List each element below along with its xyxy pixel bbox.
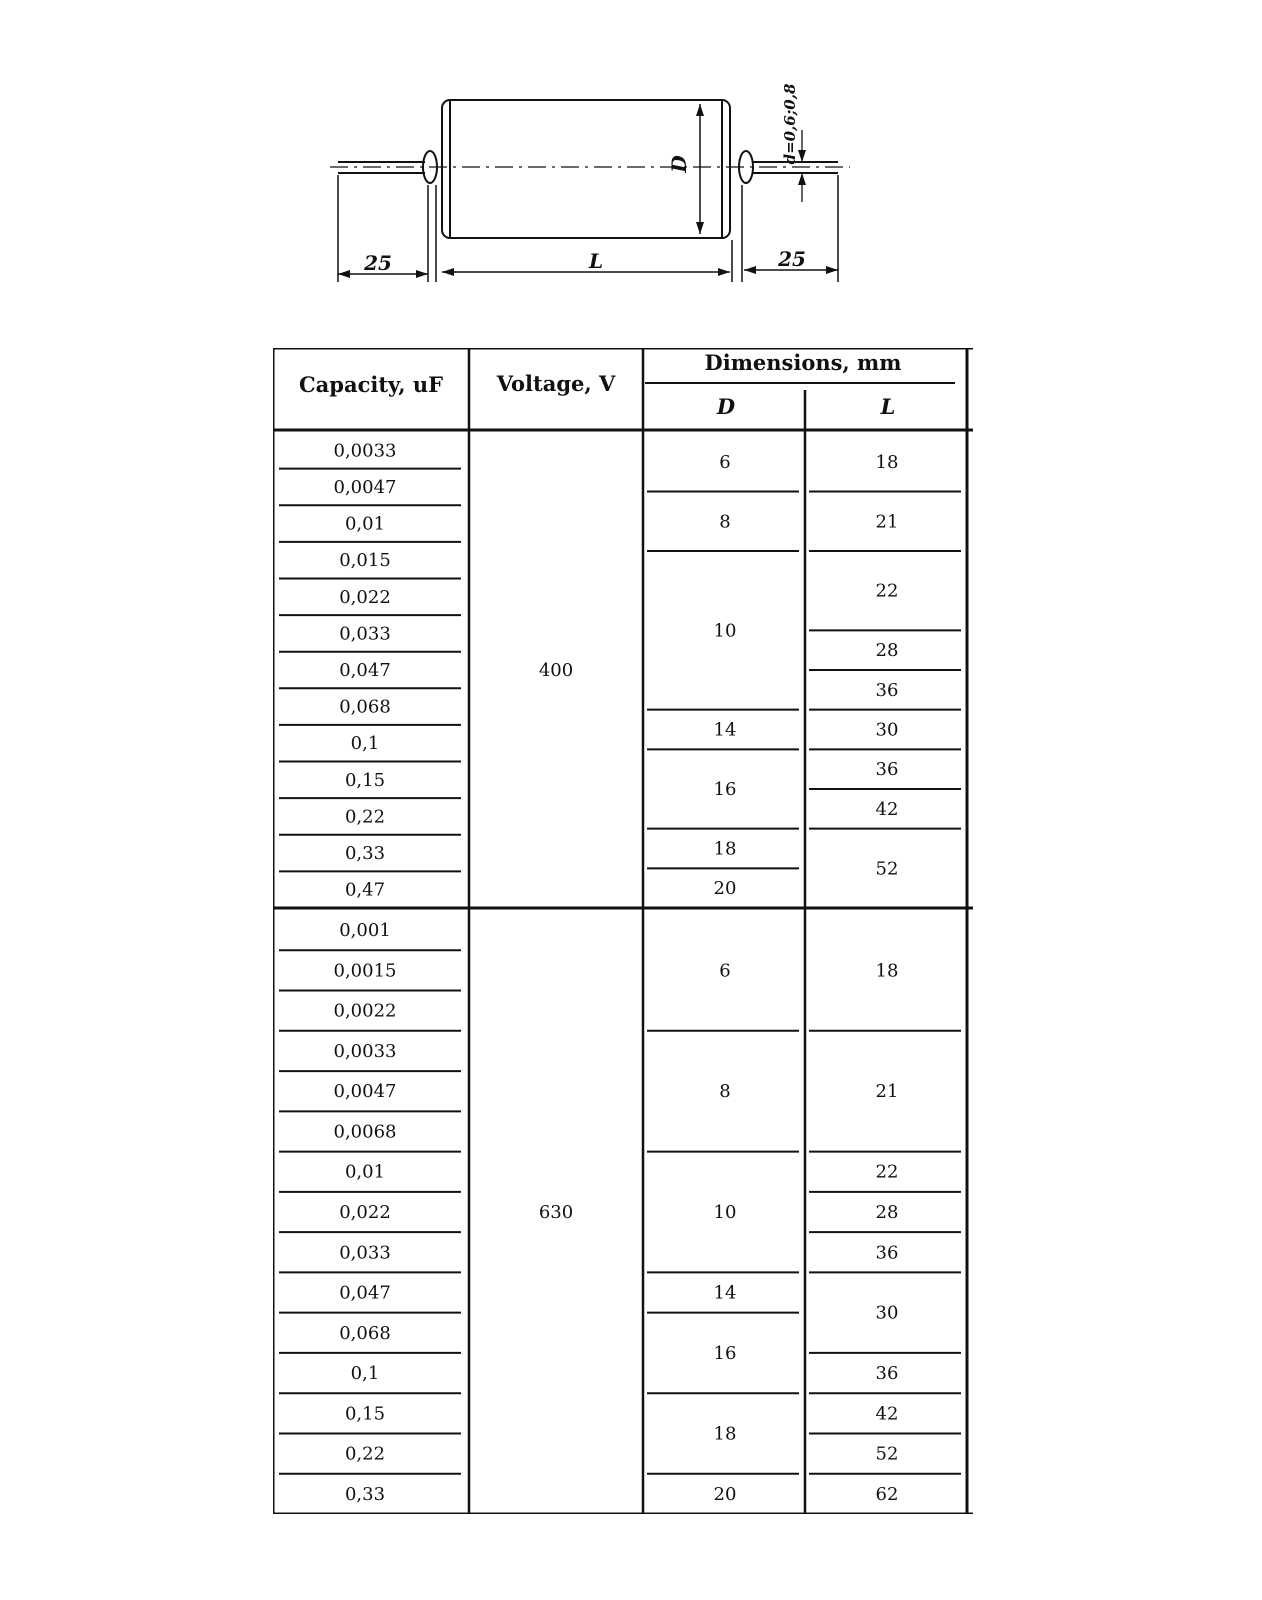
capacity-cell: 0,068: [339, 696, 391, 718]
capacity-cell: 0,15: [344, 769, 386, 791]
capacity-cell: 0,0047: [333, 1081, 397, 1103]
capacity-cell: 0,22: [344, 806, 386, 828]
capacitor-spec-table: [273, 348, 973, 1514]
capacity-cell: 0,01: [344, 513, 386, 535]
lead-left-label: 25: [364, 251, 392, 275]
capacity-cell: 0,047: [339, 660, 391, 681]
capacitor-drawing: [320, 80, 860, 290]
header-dimensions: Dimensions, mm: [704, 350, 902, 375]
capacity-cell: 0,0047: [333, 476, 397, 498]
d-cell: 16: [713, 1342, 737, 1364]
d-cell: 18: [713, 838, 737, 860]
d-cell: 14: [713, 1282, 737, 1304]
capacity-cell: 0,022: [339, 1202, 391, 1223]
l-cell: 30: [875, 1302, 899, 1324]
l-cell: 21: [875, 1081, 899, 1103]
lead-right-label: 25: [778, 247, 806, 271]
capacity-cell: 0,047: [339, 1282, 391, 1304]
capacity-cell: 0,0033: [333, 440, 397, 462]
d-cell: 6: [719, 451, 731, 473]
d-cell: 18: [713, 1423, 737, 1445]
l-cell: 22: [875, 580, 899, 602]
capacity-cell: 0,1: [350, 1363, 380, 1385]
voltage-cell: 400: [538, 660, 574, 681]
header-voltage: Voltage, V: [496, 371, 616, 396]
l-cell: 21: [875, 511, 899, 533]
l-cell: 42: [875, 798, 899, 820]
diameter-label: D: [667, 155, 691, 173]
capacity-cell: 0,33: [344, 843, 386, 865]
capacity-cell: 0,15: [344, 1403, 386, 1425]
l-cell: 30: [875, 719, 899, 741]
capacity-cell: 0,47: [344, 879, 386, 901]
header-d: D: [716, 394, 736, 419]
capacity-cell: 0,033: [339, 623, 391, 645]
capacity-cell: 0,01: [344, 1161, 386, 1183]
l-cell: 52: [875, 1443, 899, 1465]
l-cell: 18: [875, 451, 899, 473]
l-cell: 18: [875, 960, 899, 982]
capacity-cell: 0,022: [339, 586, 391, 608]
l-cell: 36: [875, 1242, 899, 1264]
l-cell: 36: [875, 1363, 899, 1385]
d-cell: 10: [713, 620, 737, 642]
d-cell: 20: [713, 1483, 737, 1505]
capacity-cell: 0,0022: [333, 1000, 397, 1022]
wire-diameter-label: d=0,6;0,8: [781, 83, 799, 165]
l-cell: 42: [875, 1403, 899, 1425]
capacity-cell: 0,001: [339, 920, 391, 942]
capacity-cell: 0,015: [339, 550, 391, 572]
capacity-cell: 0,0068: [333, 1121, 397, 1143]
d-cell: 8: [719, 511, 731, 533]
l-cell: 36: [875, 679, 899, 701]
capacity-cell: 0,033: [339, 1242, 391, 1264]
l-cell: 22: [875, 1161, 899, 1183]
d-cell: 20: [713, 878, 737, 900]
l-cell: 36: [875, 759, 899, 781]
capacity-cell: 0,0015: [333, 960, 397, 982]
d-cell: 10: [713, 1202, 737, 1223]
header-capacity: Capacity, uF: [298, 372, 444, 397]
l-cell: 28: [875, 640, 899, 662]
d-cell: 16: [713, 779, 737, 800]
d-cell: 14: [713, 719, 737, 741]
l-cell: 52: [875, 858, 899, 880]
d-cell: 6: [719, 960, 731, 982]
voltage-cell: 630: [538, 1202, 574, 1223]
l-cell: 62: [875, 1483, 899, 1505]
l-cell: 28: [875, 1202, 899, 1223]
header-l: L: [880, 394, 896, 419]
capacity-cell: 0,1: [350, 733, 380, 755]
capacity-cell: 0,0033: [333, 1040, 397, 1062]
length-label: L: [588, 249, 604, 273]
capacity-cell: 0,068: [339, 1322, 391, 1344]
capacity-cell: 0,33: [344, 1483, 386, 1505]
d-cell: 8: [719, 1081, 731, 1103]
capacity-cell: 0,22: [344, 1443, 386, 1465]
